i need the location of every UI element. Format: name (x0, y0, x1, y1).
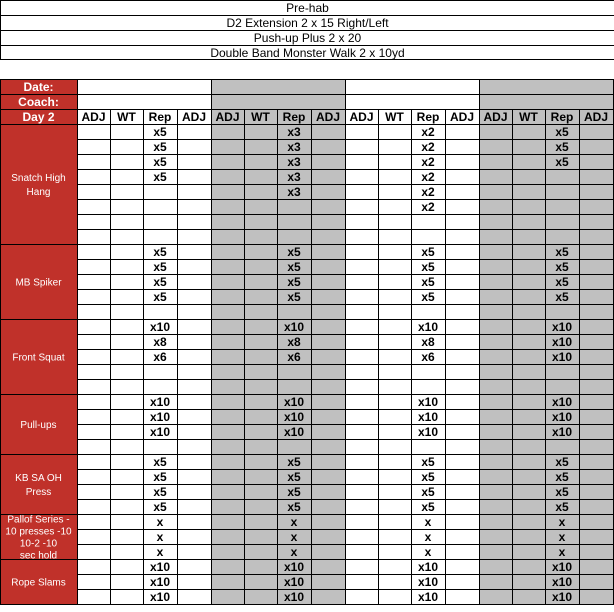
rep-value: x5 (153, 125, 167, 139)
exercise-label-bg (0, 454, 77, 514)
rep-value: x5 (555, 455, 569, 469)
column-header-adj: ADJ (583, 110, 609, 124)
rep-value: x5 (555, 290, 569, 304)
rep-value: x6 (287, 350, 301, 364)
rep-value: x5 (555, 260, 569, 274)
rep-value: x10 (417, 425, 439, 439)
rep-value: x (558, 545, 566, 559)
rep-value: x5 (421, 485, 435, 499)
rep-value: x5 (555, 155, 569, 169)
rep-value: x3 (287, 170, 301, 184)
rep-value: x10 (283, 410, 305, 424)
exercise-name: 10 presses -10 (5, 526, 72, 538)
rep-value: x10 (149, 425, 171, 439)
column-header-wt: WT (385, 110, 404, 124)
column-header-wt: WT (251, 110, 270, 124)
rep-value: x8 (287, 335, 301, 349)
rep-value: x5 (153, 500, 167, 514)
rep-value: x5 (421, 245, 435, 259)
column-header-wt: WT (117, 110, 136, 124)
rep-value: x10 (417, 320, 439, 334)
exercise-name: Pull-ups (20, 420, 57, 431)
rep-value: x2 (421, 140, 435, 154)
rep-value: x10 (551, 425, 573, 439)
rep-value: x8 (153, 335, 167, 349)
exercise-name: Hang (26, 187, 51, 198)
column-header-adj: ADJ (449, 110, 475, 124)
rep-value: x (290, 545, 298, 559)
rep-value: x5 (153, 290, 167, 304)
rep-value: x3 (287, 140, 301, 154)
rep-value: x5 (153, 470, 167, 484)
rep-value: x5 (555, 500, 569, 514)
rep-value: x10 (283, 590, 305, 604)
rep-value: x10 (149, 590, 171, 604)
exercise-name: Front Squat (12, 352, 65, 364)
rep-value: x5 (287, 290, 301, 304)
rep-value: x5 (153, 260, 167, 274)
rep-value: x5 (421, 455, 435, 469)
rep-value: x5 (421, 275, 435, 289)
rep-value: x5 (287, 245, 301, 259)
rep-value: x10 (283, 560, 305, 574)
rep-value: x10 (149, 560, 171, 574)
rep-value: x10 (283, 575, 305, 589)
rep-value: x3 (287, 155, 301, 169)
header-title: Pre-hab (0, 0, 614, 15)
rep-value: x (290, 515, 298, 529)
column-header-rep: Rep (550, 110, 574, 124)
rep-value: x5 (153, 275, 167, 289)
column-header-rep: Rep (282, 110, 306, 124)
rep-value: x5 (421, 470, 435, 484)
rep-value: x5 (153, 155, 167, 169)
rep-value: x10 (551, 320, 573, 334)
exercise-label-bg (0, 124, 77, 244)
rep-value: x5 (153, 140, 167, 154)
rep-value: x5 (555, 275, 569, 289)
rep-value: x (424, 530, 432, 544)
rep-value: x10 (149, 410, 171, 424)
rep-value: x10 (551, 410, 573, 424)
rep-value: x2 (421, 170, 435, 184)
exercise-name: Press (25, 487, 52, 498)
column-header-adj: ADJ (315, 110, 341, 124)
rep-value: x10 (149, 575, 171, 589)
rep-value: x10 (551, 350, 573, 364)
rep-value: x2 (421, 155, 435, 169)
rep-value: x10 (417, 560, 439, 574)
rep-value: x5 (287, 500, 301, 514)
rep-value: x5 (153, 485, 167, 499)
rep-value: x5 (153, 170, 167, 184)
rep-value: x3 (287, 185, 301, 199)
rep-value: x5 (555, 245, 569, 259)
column-header-adj: ADJ (181, 110, 207, 124)
rep-value: x5 (153, 455, 167, 469)
exercise-name: Pallof Series - (7, 514, 70, 526)
rep-value: x5 (421, 260, 435, 274)
rep-value: x (558, 530, 566, 544)
exercise-name: sec hold (19, 550, 58, 562)
exercise-name: KB SA OH (15, 473, 62, 484)
exercise-name: 10-2 -10 (19, 538, 58, 550)
workout-grid (0, 79, 614, 612)
rep-value: x6 (153, 350, 167, 364)
rep-value: x5 (555, 125, 569, 139)
column-header-adj: ADJ (483, 110, 508, 124)
rep-value: x10 (283, 320, 305, 334)
rep-value: x10 (149, 395, 171, 409)
rep-value: x10 (551, 395, 573, 409)
rep-value: x5 (287, 470, 301, 484)
rep-value: x (290, 530, 298, 544)
rep-value: x5 (153, 245, 167, 259)
rep-value: x3 (287, 125, 301, 139)
rep-value: x2 (421, 125, 435, 139)
rep-value: x5 (287, 455, 301, 469)
rep-value: x5 (421, 290, 435, 304)
rep-value: x10 (149, 320, 171, 334)
rep-value: x (424, 515, 432, 529)
day-label: Day 2 (22, 110, 55, 124)
header-line-3: Double Band Monster Walk 2 x 10yd (0, 45, 614, 60)
rep-value: x5 (555, 140, 569, 154)
date-label: Date: (23, 80, 54, 94)
column-header-adj: ADJ (349, 110, 374, 124)
rep-value: x10 (417, 575, 439, 589)
rep-value: x2 (421, 185, 435, 199)
coach-label: Coach: (18, 95, 59, 109)
column-header-adj: ADJ (215, 110, 240, 124)
rep-value: x10 (417, 395, 439, 409)
header-line-2: Push-up Plus 2 x 20 (0, 30, 614, 45)
rep-value: x2 (421, 200, 435, 214)
rep-value: x (156, 545, 164, 559)
exercise-name: Snatch High (11, 173, 66, 184)
rep-value: x10 (551, 335, 573, 349)
rep-value: x5 (287, 260, 301, 274)
rep-value: x10 (551, 575, 573, 589)
rep-value: x (424, 545, 432, 559)
column-header-rep: Rep (148, 110, 172, 124)
column-header-adj: ADJ (81, 110, 106, 124)
rep-value: x10 (551, 590, 573, 604)
rep-value: x10 (283, 425, 305, 439)
exercise-name: Rope Slams (11, 577, 66, 589)
rep-value: x10 (417, 410, 439, 424)
rep-value: x10 (551, 560, 573, 574)
rep-value: x (156, 530, 164, 544)
rep-value: x5 (287, 275, 301, 289)
rep-value: x5 (555, 470, 569, 484)
rep-value: x (558, 515, 566, 529)
rep-value: x5 (287, 485, 301, 499)
rep-value: x8 (421, 335, 435, 349)
rep-value: x10 (417, 590, 439, 604)
rep-value: x5 (555, 485, 569, 499)
column-header-rep: Rep (416, 110, 440, 124)
column-header-wt: WT (519, 110, 538, 124)
rep-value: x5 (421, 500, 435, 514)
rep-value: x (156, 515, 164, 529)
rep-value: x6 (421, 350, 435, 364)
rep-value: x10 (283, 395, 305, 409)
exercise-name: MB Spiker (15, 277, 62, 289)
header-line-1: D2 Extension 2 x 15 Right/Left (0, 15, 614, 30)
